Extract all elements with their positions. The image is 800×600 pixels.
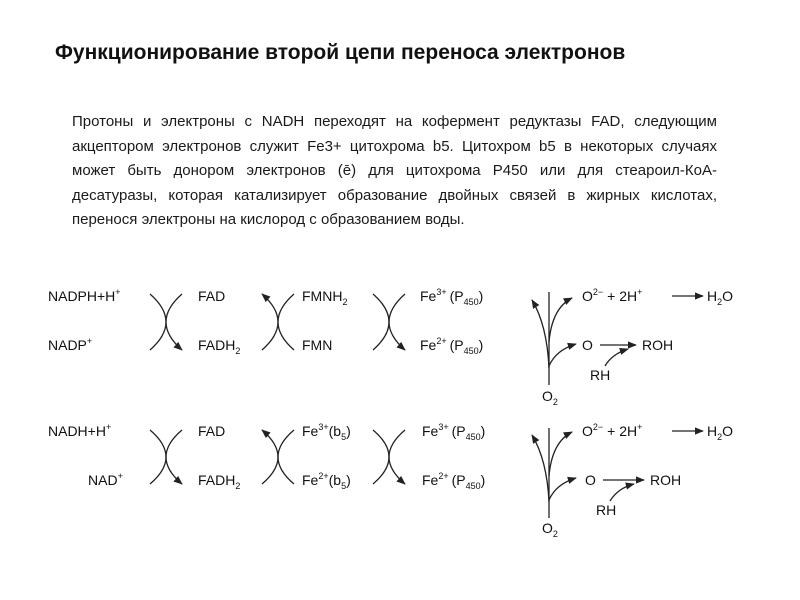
scheme2-arc-2b (278, 430, 294, 484)
scheme2-arc-3b (389, 430, 405, 484)
scheme2-arc-1b (166, 430, 182, 484)
scheme1-donor-top: NADPH+H+ (48, 287, 121, 304)
scheme1-water: $H_2O$ (707, 288, 734, 307)
scheme2-o2: $O_2$ (542, 520, 558, 539)
scheme1-arc-rh (605, 349, 628, 366)
scheme1-fmnh2: $FMNH_2$ (302, 288, 348, 307)
scheme-1-nadph-p450 (48, 287, 733, 407)
scheme2-donor-top: NADH+H+ (48, 422, 112, 439)
scheme2-fe3-b5: $Fe^{3+}(b_5)$ (302, 422, 351, 442)
scheme2-arc-to-o2minus (549, 432, 572, 476)
scheme1-arc-to-o2minus (549, 298, 572, 342)
scheme2-arc-2a (262, 430, 278, 484)
scheme2-arc-1a (150, 430, 166, 484)
electron-transport-scheme (0, 270, 800, 590)
scheme1-arc-3b (389, 294, 405, 350)
scheme2-arc-to-fe3 (532, 435, 549, 502)
scheme2-fadh2: $FADH_2$ (198, 472, 241, 491)
scheme2-water: $H_2O$ (707, 423, 734, 442)
scheme1-arc-to-fe3 (532, 300, 549, 368)
scheme2-arc-rh (610, 484, 634, 501)
scheme1-arc-2a (262, 294, 278, 350)
scheme1-donor-bottom: NADP+ (48, 336, 93, 353)
scheme1-arc-2b (278, 294, 294, 350)
scheme2-fe2-p450: $Fe^{2+}$ $(P_{450})$ (422, 471, 486, 491)
scheme1-fmn: FMN (302, 337, 333, 353)
scheme1-o2: $O_2$ (542, 388, 558, 407)
scheme1-roh: ROH (642, 337, 674, 353)
scheme1-rh: RH (590, 367, 611, 383)
scheme1-o2minus: $O^{2-} + 2H^+$ (582, 287, 643, 304)
scheme2-arc-3a (373, 430, 389, 484)
description-paragraph: Протоны и электроны с NADH переходят на кофермент редуктазы FAD, следующим акцептором электронов служит Fe3+ цитохрома b5. Цитохром b5 в некоторых случаях может быть донором электронов (ē) для цитохрома Р450 или для стеароил-КоА-десатуразы, которая катализирует образование двойных связей в жирных кислотах, перенося электроны на кислород с образованием воды. (72, 113, 717, 228)
scheme1-fadh2: $FADH_2$ (198, 337, 241, 356)
scheme1-fad: FAD (198, 288, 226, 304)
scheme1-arc-1b (166, 294, 182, 350)
scheme2-rh: RH (596, 502, 617, 518)
slide-title: Функционирование второй цепи переноса электронов (55, 41, 626, 64)
scheme2-roh: ROH (650, 472, 682, 488)
scheme2-arc-to-o (549, 478, 576, 500)
scheme1-arc-to-o (549, 344, 576, 366)
scheme2-fe2-b5: $Fe^{2+}(b_5)$ (302, 471, 351, 491)
scheme2-o-atom: O (585, 472, 596, 488)
scheme2-o2minus: $O^{2-} + 2H^+$ (582, 422, 643, 439)
scheme1-arc-3a (373, 294, 389, 350)
scheme2-donor-bottom: NAD+ (88, 471, 123, 488)
scheme1-fe3-p450: $Fe^{3+}$ $(P_{450})$ (420, 287, 484, 307)
scheme1-arc-1a (150, 294, 166, 350)
scheme1-fe2-p450: $Fe^{2+}$ $(P_{450})$ (420, 336, 484, 356)
scheme2-fad: FAD (198, 423, 226, 439)
scheme-2-nadh-b5 (48, 422, 733, 539)
scheme2-fe3-p450: $Fe^{3+}$ $(P_{450})$ (422, 422, 486, 442)
scheme1-o-atom: O (582, 337, 593, 353)
